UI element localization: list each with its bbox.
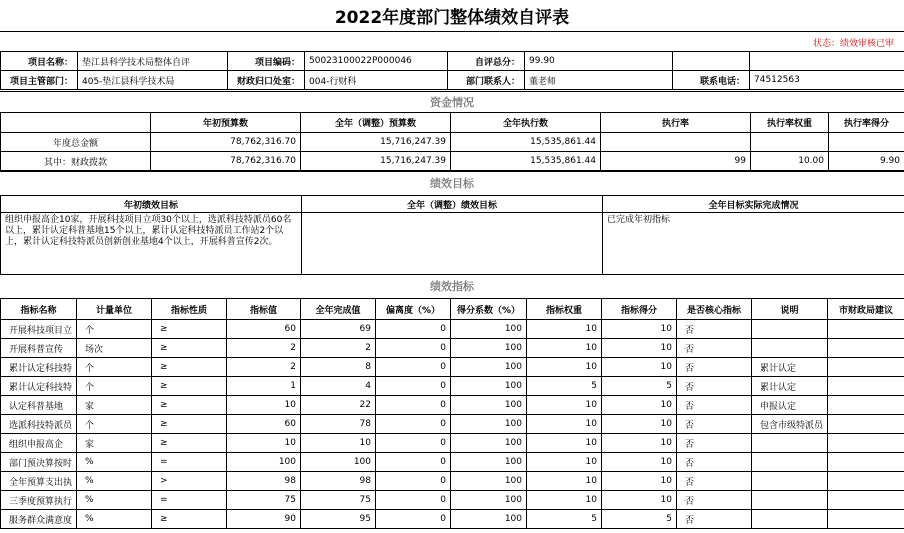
indicator-cell: 100: [227, 453, 301, 472]
indicator-cell: 2: [301, 339, 376, 358]
indicator-cell: 家: [77, 396, 152, 415]
indicator-cell: [752, 320, 828, 339]
indicator-cell: [752, 453, 828, 472]
indicator-cell: [752, 491, 828, 510]
indicator-header: 说明: [752, 299, 828, 320]
indicator-cell: [828, 453, 904, 472]
project-code-label: 项目编码：: [228, 52, 305, 71]
indicator-cell: 10: [602, 491, 677, 510]
indicator-cell: [828, 396, 904, 415]
funds-table: [0, 112, 904, 171]
indicator-cell: 0: [376, 339, 451, 358]
funds-cell: 15,535,861.44: [451, 133, 601, 152]
indicator-cell: 选派科技特派员: [1, 415, 77, 434]
indicator-cell: %: [77, 510, 152, 529]
indicator-cell: 100: [451, 415, 527, 434]
project-code-value: 50023100022P000046: [305, 52, 448, 71]
info-blank-cell: [750, 52, 904, 71]
indicator-cell: 否: [677, 434, 752, 453]
indicator-cell: 5: [602, 510, 677, 529]
indicator-cell: [752, 434, 828, 453]
indicator-cell: [828, 491, 904, 510]
funds-cell: [751, 133, 829, 152]
indicator-cell: 60: [227, 415, 301, 434]
indicator-cell: ≥: [152, 320, 227, 339]
indicator-header: 得分系数（%）: [451, 299, 527, 320]
indicator-cell: [752, 472, 828, 491]
goals-actual-text: 已完成年初指标: [603, 213, 904, 275]
indicator-cell: 0: [376, 510, 451, 529]
dept-label: 项目主管部门：: [1, 71, 78, 90]
indicator-cell: 开展科普宣传: [1, 339, 77, 358]
indicator-cell: 10: [227, 434, 301, 453]
indicator-cell: 10: [227, 396, 301, 415]
indicator-cell: 0: [376, 377, 451, 396]
indicator-cell: 4: [301, 377, 376, 396]
info-blank-cell: [673, 52, 750, 71]
indicator-cell: 三季度预算执行: [1, 491, 77, 510]
indicator-cell: 2: [227, 339, 301, 358]
indicator-cell: ≥: [152, 339, 227, 358]
indicator-cell: 累计认定: [752, 377, 828, 396]
indicator-cell: 78: [301, 415, 376, 434]
page-title: 2022年度部门整体绩效自评表: [0, 0, 904, 32]
indicator-cell: 5: [527, 510, 602, 529]
info-table: [0, 51, 904, 90]
indicator-cell: 否: [677, 510, 752, 529]
indicator-cell: 10: [602, 434, 677, 453]
indicator-cell: 认定科普基地: [1, 396, 77, 415]
indicator-header: 指标名称: [1, 299, 77, 320]
indicator-cell: 100: [451, 358, 527, 377]
funds-header: 执行率权重: [751, 113, 829, 133]
indicator-cell: 100: [451, 320, 527, 339]
indicator-cell: 10: [602, 396, 677, 415]
indicator-cell: ≥: [152, 510, 227, 529]
funds-header: 执行率: [601, 113, 751, 133]
indicator-cell: %: [77, 453, 152, 472]
indicator-cell: 90: [227, 510, 301, 529]
indicator-cell: 全年预算支出执: [1, 472, 77, 491]
indicator-cell: 个: [77, 320, 152, 339]
indicator-cell: 1: [227, 377, 301, 396]
indicator-cell: 5: [602, 377, 677, 396]
indicator-header: 是否核心指标: [677, 299, 752, 320]
indicator-cell: 69: [301, 320, 376, 339]
table-row: [1, 491, 904, 510]
funds-header-blank: [1, 113, 151, 133]
indicator-cell: 否: [677, 415, 752, 434]
table-row: [1, 510, 904, 529]
indicator-cell: 否: [677, 453, 752, 472]
project-name-label: 项目名称：: [1, 52, 78, 71]
indicator-cell: [752, 339, 828, 358]
phone-value: 74512563: [750, 71, 904, 90]
indicator-cell: 否: [677, 377, 752, 396]
indicator-cell: 否: [677, 491, 752, 510]
indicator-cell: 100: [451, 377, 527, 396]
indicator-cell: 否: [677, 396, 752, 415]
contact-label: 部门联系人：: [448, 71, 525, 90]
indicator-cell: [828, 320, 904, 339]
indicator-cell: %: [77, 472, 152, 491]
funds-cell: 10.00: [751, 152, 829, 171]
indicator-cell: [752, 510, 828, 529]
funds-cell: 15,716,247.39: [301, 133, 451, 152]
indicator-cell: 部门预决算按时: [1, 453, 77, 472]
indicator-header: 计量单位: [77, 299, 152, 320]
indicator-cell: 100: [451, 510, 527, 529]
indicator-cell: 10: [602, 339, 677, 358]
indicator-cell: 10: [602, 472, 677, 491]
funds-header: 全年（调整）预算数: [301, 113, 451, 133]
indicator-cell: 100: [451, 472, 527, 491]
score-value: 99.90: [525, 52, 673, 71]
indicator-cell: ≥: [152, 396, 227, 415]
table-row: [1, 133, 904, 152]
indicator-cell: 10: [527, 358, 602, 377]
indicator-cell: 98: [301, 472, 376, 491]
indicator-cell: 10: [527, 434, 602, 453]
indicator-cell: 0: [376, 320, 451, 339]
indicator-cell: 10: [301, 434, 376, 453]
indicator-header: 全年完成值: [301, 299, 376, 320]
funds-cell: 9.90: [829, 152, 904, 171]
indicator-cell: 10: [527, 491, 602, 510]
indicator-cell: 8: [301, 358, 376, 377]
indicator-cell: 否: [677, 358, 752, 377]
goals-header: 全年（调整）绩效目标: [302, 196, 603, 213]
indicator-cell: 100: [451, 491, 527, 510]
indicator-cell: 0: [376, 415, 451, 434]
funds-cell: 78,762,316.70: [151, 152, 301, 171]
table-row: [1, 434, 904, 453]
table-row: [1, 339, 904, 358]
table-row: [1, 472, 904, 491]
indicator-cell: 个: [77, 377, 152, 396]
indicator-cell: 服务群众满意度: [1, 510, 77, 529]
indicator-cell: 累计认定科技特: [1, 358, 77, 377]
indicator-header: 市财政局建议: [828, 299, 904, 320]
funds-cell: 99: [601, 152, 751, 171]
indicator-cell: [828, 472, 904, 491]
goals-initial-text: 组织申报高企10家，开展科技项目立项30个以上，选派科技特派员60名以上，累计认定科普基地15个以上，累计认定科技特派员工作站2个以上，累计认定科技特派员创新创业基地4个以上，开展科普宣传2次。: [1, 213, 302, 275]
indicator-cell: 10: [527, 396, 602, 415]
table-row: [1, 358, 904, 377]
indicator-cell: =: [152, 491, 227, 510]
indicator-cell: 10: [527, 339, 602, 358]
indicator-cell: [828, 434, 904, 453]
project-name-value: 垫江县科学技术局整体自评: [78, 52, 228, 71]
indicator-cell: 100: [301, 453, 376, 472]
indicator-cell: 家: [77, 434, 152, 453]
funds-cell: 15,716,247.39: [301, 152, 451, 171]
indicator-cell: 2: [227, 358, 301, 377]
finance-value: 004-行财科: [305, 71, 448, 90]
indicator-cell: 否: [677, 472, 752, 491]
indicator-cell: ≥: [152, 434, 227, 453]
indicator-cell: 否: [677, 339, 752, 358]
funds-cell: [829, 133, 904, 152]
indicator-cell: [828, 377, 904, 396]
indicator-cell: 22: [301, 396, 376, 415]
indicator-cell: 累计认定科技特: [1, 377, 77, 396]
indicator-cell: 100: [451, 453, 527, 472]
indicator-cell: 0: [376, 434, 451, 453]
indicator-header: 指标性质: [152, 299, 227, 320]
funds-section-title: 资金情况: [0, 91, 904, 112]
indicator-cell: 0: [376, 396, 451, 415]
indicator-cell: 10: [527, 453, 602, 472]
indicator-header: 偏离度（%）: [376, 299, 451, 320]
table-row: [1, 396, 904, 415]
indicator-cell: 组织申报高企: [1, 434, 77, 453]
dept-value: 405-垫江县科学技术局: [78, 71, 228, 90]
funds-header: 执行率得分: [829, 113, 904, 133]
indicator-cell: 10: [527, 415, 602, 434]
goals-table: [0, 195, 904, 275]
indicator-cell: 60: [227, 320, 301, 339]
indicator-cell: [828, 415, 904, 434]
indicator-cell: 包含市级特派员: [752, 415, 828, 434]
finance-label: 财政归口处室：: [228, 71, 305, 90]
indicator-cell: ≥: [152, 377, 227, 396]
indicator-cell: 10: [602, 358, 677, 377]
indicator-cell: 10: [527, 472, 602, 491]
indicator-cell: 0: [376, 491, 451, 510]
indicator-cell: 0: [376, 453, 451, 472]
indicator-cell: 个: [77, 358, 152, 377]
funds-row-label: 年度总金额: [1, 133, 151, 152]
indicators-header-row: [1, 299, 904, 320]
indicator-cell: 0: [376, 472, 451, 491]
phone-label: 联系电话：: [673, 71, 750, 90]
indicator-cell: [828, 510, 904, 529]
indicator-cell: %: [77, 491, 152, 510]
indicator-cell: 场次: [77, 339, 152, 358]
funds-cell: [601, 133, 751, 152]
table-row: [1, 415, 904, 434]
contact-value: 董老师: [525, 71, 673, 90]
indicators-table: [0, 298, 904, 529]
goals-adjusted-text: [302, 213, 603, 275]
indicator-cell: ≥: [152, 415, 227, 434]
indicator-cell: 10: [602, 415, 677, 434]
funds-header: 全年执行数: [451, 113, 601, 133]
indicator-cell: [828, 358, 904, 377]
goals-header: 全年目标实际完成情况: [603, 196, 904, 213]
table-row: [1, 320, 904, 339]
indicator-cell: 100: [451, 396, 527, 415]
indicator-cell: 0: [376, 358, 451, 377]
status-badge: 状态：绩效审核已审: [812, 39, 894, 49]
indicator-cell: 累计认定: [752, 358, 828, 377]
funds-header: 年初预算数: [151, 113, 301, 133]
table-row: [1, 377, 904, 396]
table-row: [1, 152, 904, 171]
goals-section-title: 绩效目标: [0, 171, 904, 195]
goals-header: 年初绩效目标: [1, 196, 302, 213]
indicator-header: 指标值: [227, 299, 301, 320]
indicators-section-title: 绩效指标: [0, 274, 904, 298]
indicator-cell: 10: [527, 320, 602, 339]
indicator-cell: 个: [77, 415, 152, 434]
funds-cell: 15,535,861.44: [451, 152, 601, 171]
indicator-cell: 100: [451, 339, 527, 358]
indicator-cell: 10: [602, 320, 677, 339]
indicator-cell: 否: [677, 320, 752, 339]
funds-cell: 78,762,316.70: [151, 133, 301, 152]
indicator-cell: 95: [301, 510, 376, 529]
indicator-cell: 100: [451, 434, 527, 453]
indicator-cell: 98: [227, 472, 301, 491]
indicator-cell: 10: [602, 453, 677, 472]
indicator-cell: 5: [527, 377, 602, 396]
indicator-cell: 开展科技项目立: [1, 320, 77, 339]
funds-row-label: 其中：财政拨款: [1, 152, 151, 171]
score-label: 自评总分：: [448, 52, 525, 71]
indicator-cell: >: [152, 472, 227, 491]
indicator-header: 指标得分: [602, 299, 677, 320]
indicator-cell: ≥: [152, 358, 227, 377]
indicator-cell: 75: [301, 491, 376, 510]
indicator-cell: 75: [227, 491, 301, 510]
indicator-header: 指标权重: [527, 299, 602, 320]
indicator-cell: =: [152, 453, 227, 472]
table-row: [1, 453, 904, 472]
indicator-cell: 申报认定: [752, 396, 828, 415]
indicator-cell: [828, 339, 904, 358]
